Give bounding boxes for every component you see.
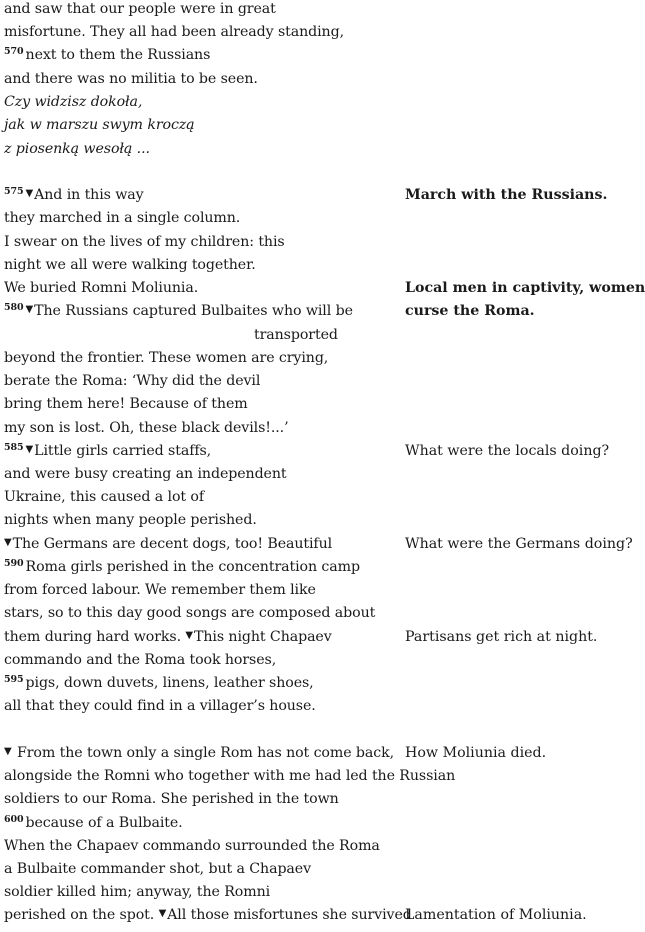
text-line: soldiers to our Roma. She perished in the town (4, 791, 339, 807)
text-line: misfortune. They all had been already standing, (4, 24, 344, 40)
text-line: berate the Roma: ‘Why did the devil (4, 373, 261, 389)
text-line: a Bulbaite commander shot, but a Chapaev (4, 861, 311, 877)
margin-note: What were the Germans doing? (405, 536, 633, 552)
text-line: I swear on the lives of my children: this (4, 234, 285, 250)
text-line: Czy widzisz dokoła, (4, 94, 143, 110)
text-line: $^{600}$ because of a Bulbaite. (4, 814, 183, 831)
line-number: 600 (4, 814, 24, 825)
text-line: ▼The Germans are decent dogs, too! Beautiful (4, 536, 333, 552)
text-line: We buried Romni Moliunia. (4, 280, 199, 296)
text-line: When the Chapaev commando surrounded the Roma (4, 838, 380, 854)
text-line: $^{575}$ ▼And in this way (4, 186, 144, 203)
line-number: 590 (4, 558, 24, 569)
text-line: bring them here! Because of them (4, 396, 248, 412)
triangle-marker-icon: ▼ (25, 304, 34, 315)
text-line: jak w marszu swym kroczą (4, 117, 195, 133)
text-line: night we all were walking together. (4, 257, 256, 273)
line-number: 575 (4, 186, 24, 197)
margin-note: How Moliunia died. (405, 745, 547, 761)
text-line: ▼ From the town only a single Rom has not come back, (4, 745, 395, 761)
triangle-marker-icon: ▼ (4, 537, 12, 548)
text-line: $^{580}$ ▼The Russians captured Bulbaites who will be (4, 302, 353, 319)
margin-note: Lamentation of Moliunia. (405, 907, 587, 923)
line-number: 580 (4, 302, 24, 313)
triangle-marker-icon: ▼ (158, 908, 167, 919)
text-line: perished on the spot. ▼All those misfortunes she survived (4, 907, 412, 923)
margin-note: March with the Russians. (405, 187, 608, 203)
text-line: $^{570}$ next to them the Russians (4, 46, 211, 63)
text-line: and were busy creating an independent (4, 466, 287, 482)
line-number: 595 (4, 674, 24, 685)
triangle-marker-icon: ▼ (25, 188, 34, 199)
text-line: nights when many people perished. (4, 512, 257, 528)
triangle-marker-icon: ▼ (185, 630, 193, 641)
text-line: $^{595}$ pigs, down duvets, linens, leather shoes, (4, 674, 314, 691)
text-line: all that they could find in a villager’s house. (4, 698, 316, 714)
triangle-marker-icon: ▼ (4, 746, 12, 757)
text-line: from forced labour. We remember them like (4, 582, 316, 598)
margin-note: Local men in captivity, women (405, 280, 645, 296)
text-line: and there was no militia to be seen. (4, 71, 258, 87)
text-line: alongside the Romni who together with me had led the Russian (4, 768, 456, 784)
text-line: $^{590}$ Roma girls perished in the concentration camp (4, 558, 360, 575)
margin-note: Partisans get rich at night. (405, 629, 598, 645)
text-line: $^{585}$ ▼Little girls carried staffs, (4, 442, 212, 459)
line-number: 585 (4, 442, 24, 453)
text-line: stars, so to this day good songs are composed about (4, 605, 376, 621)
text-line: commando and the Roma took horses, (4, 652, 277, 668)
text-line: soldier killed him; anyway, the Romni (4, 884, 271, 900)
text-line: beyond the frontier. These women are crying, (4, 350, 329, 366)
text-line: them during hard works. ▼This night Chapaev (4, 629, 332, 645)
text-line: my son is lost. Oh, these black devils!...’ (4, 420, 289, 436)
margin-note: curse the Roma. (405, 303, 535, 319)
text-line: transported (254, 327, 338, 343)
text-line: they marched in a single column. (4, 210, 241, 226)
text-line: Ukraine, this caused a lot of (4, 489, 205, 505)
text-line: and saw that our people were in great (4, 1, 276, 17)
margin-note: What were the locals doing? (405, 443, 610, 459)
line-number: 570 (4, 46, 24, 57)
text-line: z piosenką wesołą ... (4, 141, 150, 157)
triangle-marker-icon: ▼ (25, 444, 34, 455)
